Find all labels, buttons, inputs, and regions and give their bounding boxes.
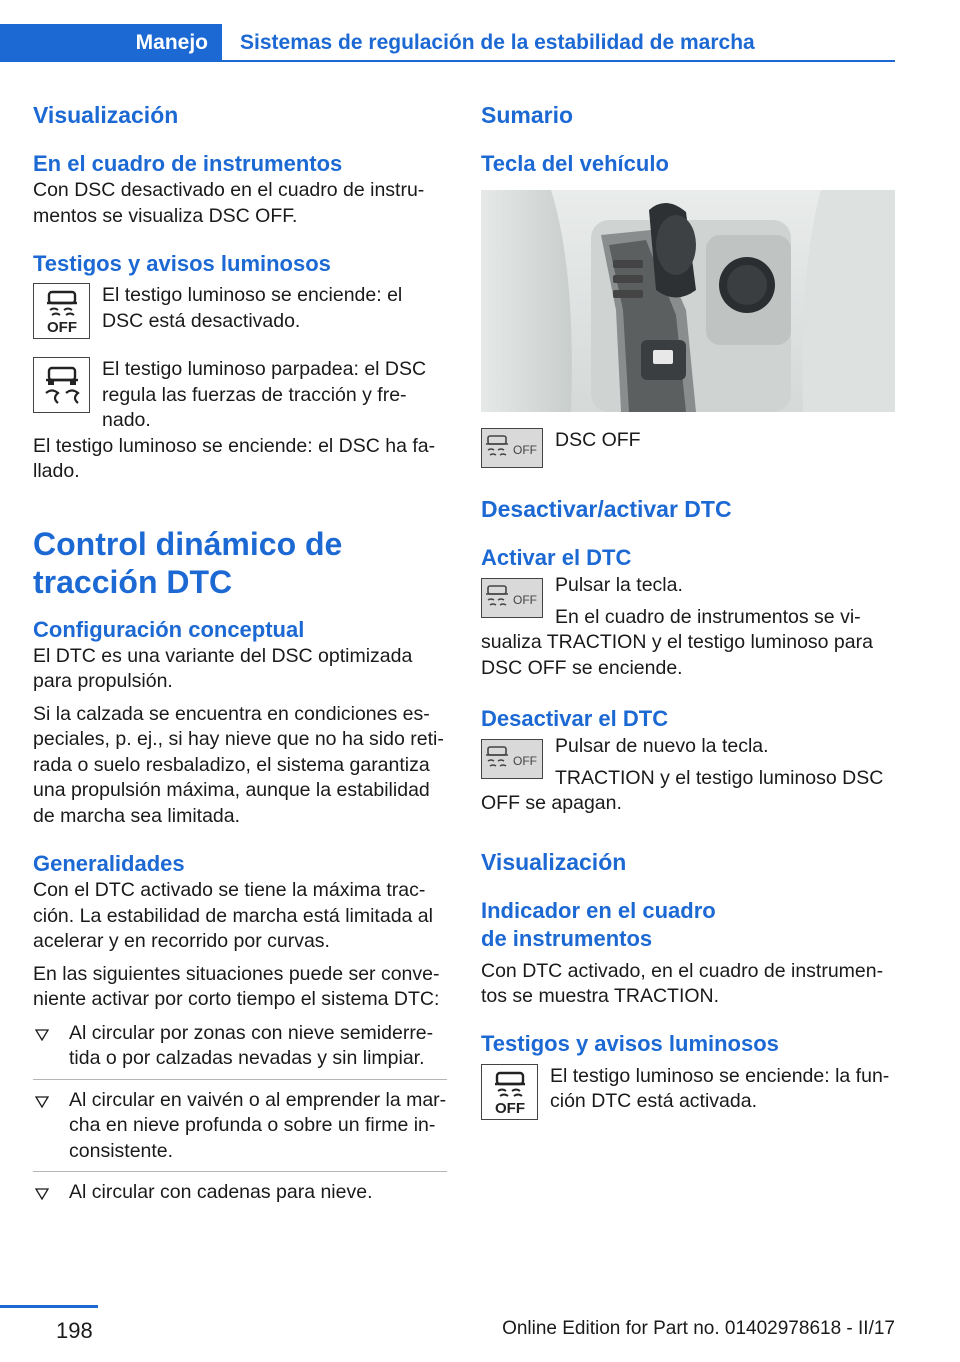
text-desactivar-2a: TRACTION y el testigo luminoso DSC (555, 766, 884, 789)
heading-general: Generalidades (33, 851, 185, 876)
warning-text-3: El testigo luminoso se enciende: el DSC ha fa-llado. (33, 434, 436, 482)
heading-activar: Activar el DTC (481, 545, 632, 570)
heading-sumario: Sumario (481, 102, 574, 128)
text-cuadro: Con DSC desactivado en el cuadro de instru-mentos se visualiza DSC OFF. (33, 179, 425, 227)
svg-text:OFF: OFF (513, 593, 537, 607)
off-label: OFF (46, 319, 77, 336)
right-column (481, 100, 895, 1120)
dsc-off-button-icon (481, 578, 543, 618)
list-item: Al circular por zonas con nieve semiderre-tida o por calzadas nevadas y sin limpiar. (33, 1021, 447, 1080)
page-rule (0, 1305, 98, 1308)
triangle-bullet-icon (35, 1187, 49, 1201)
list-item: Al circular con cadenas para nieve. (33, 1180, 447, 1214)
text-desactivar-1: Pulsar de nuevo la tecla. (555, 735, 769, 757)
dsc-active-warning-icon (33, 357, 90, 413)
text-desactivar-2: OFF se apagan. (481, 792, 622, 814)
warning-text-1: El testigo luminoso se enciende: el DSC está desactivado. (102, 284, 403, 332)
activar-row (481, 573, 895, 630)
heading-testigos-dtc: Testigos y avisos luminosos (481, 1030, 779, 1056)
warning-row-1 (33, 283, 447, 339)
desactivar-row (481, 734, 895, 791)
situations-list (33, 1021, 447, 1214)
heading-desactivar-activar: Desactivar/activar DTC (481, 496, 732, 522)
heading-testigos: Testigos y avisos luminosos (33, 251, 331, 276)
dsc-off-label: DSC OFF (555, 429, 641, 451)
heading-indicador: Indicador en el cuadro de instrumentos (481, 897, 716, 951)
dsc-off-button-icon (481, 739, 543, 779)
dtc-active-warning-icon (481, 1064, 538, 1120)
heading-desactivar: Desactivar el DTC (481, 706, 669, 731)
text-activar-2: sualiza TRACTION y el testigo luminoso para DSC OFF se enciende. (481, 631, 873, 679)
divider (33, 1079, 447, 1080)
svg-text:OFF: OFF (494, 1099, 525, 1117)
edition-footer: Online Edition for Part no. 01402978618 - II/17 (502, 1318, 895, 1339)
svg-text:OFF: OFF (513, 754, 537, 768)
warning-row-2 (33, 357, 447, 434)
heading-visualizacion: Visualización (33, 102, 179, 128)
dsc-off-warning-icon (33, 283, 90, 339)
center-console-photo (481, 190, 895, 412)
dsc-off-button-icon (481, 428, 543, 468)
left-column (33, 100, 447, 1214)
list-item: Al circular en vaivén o al emprender la mar-cha en nieve profunda o sobre un firme in-consistente. (33, 1088, 447, 1173)
heading-dtc: Control dinámico de tracción DTC (33, 525, 343, 600)
text-general-1: Con el DTC activado se tiene la máxima trac-ción. La estabilidad de marcha está limitada al acelerar y en recorrido por curvas. (33, 879, 433, 952)
triangle-bullet-icon (35, 1095, 49, 1109)
text-general-2: En las siguientes situaciones puede ser conve-niente activar por corto tiempo el sistema DTC: (33, 962, 440, 1010)
text-concept-1: El DTC es una variante del DSC optimizada para propulsión. (33, 644, 413, 692)
text-activar-1: Pulsar la tecla. (555, 574, 683, 596)
chapter-tab: Manejo (0, 24, 222, 62)
header-rule (222, 60, 895, 62)
page-number: 198 (56, 1318, 93, 1343)
heading-cuadro: En el cuadro de instrumentos (33, 151, 343, 176)
text-activar-2a: En el cuadro de instrumentos se vi- (555, 605, 861, 628)
triangle-bullet-icon (35, 1028, 49, 1042)
heading-concept: Configuración conceptual (33, 616, 305, 642)
svg-text:OFF: OFF (513, 443, 537, 457)
warning-text-2: El testigo luminoso parpadea: el DSC regula las fuerzas de tracción y fre-nado. (102, 358, 427, 431)
divider (33, 1171, 447, 1172)
heading-visualizacion-dtc: Visualización (481, 848, 627, 875)
section-title: Sistemas de regulación de la estabilidad de marcha (240, 31, 755, 54)
dtc-warning-text: El testigo luminoso se enciende: la fun-ción DTC está activada. (550, 1064, 890, 1112)
text-indicador: Con DTC activado, en el cuadro de instrumen-tos se muestra TRACTION. (481, 959, 884, 1007)
heading-tecla: Tecla del vehículo (481, 151, 669, 176)
dtc-warning-row (481, 1064, 895, 1120)
text-concept-2: Si la calzada se encuentra en condiciones es-peciales, p. ej., si hay nieve que no ha sido reti-rada o suelo resbaladizo, el sistema garantiza una propulsión máxima, aunque la estabilidad de marcha sea limitada. (33, 702, 444, 827)
dsc-off-row (481, 428, 895, 468)
